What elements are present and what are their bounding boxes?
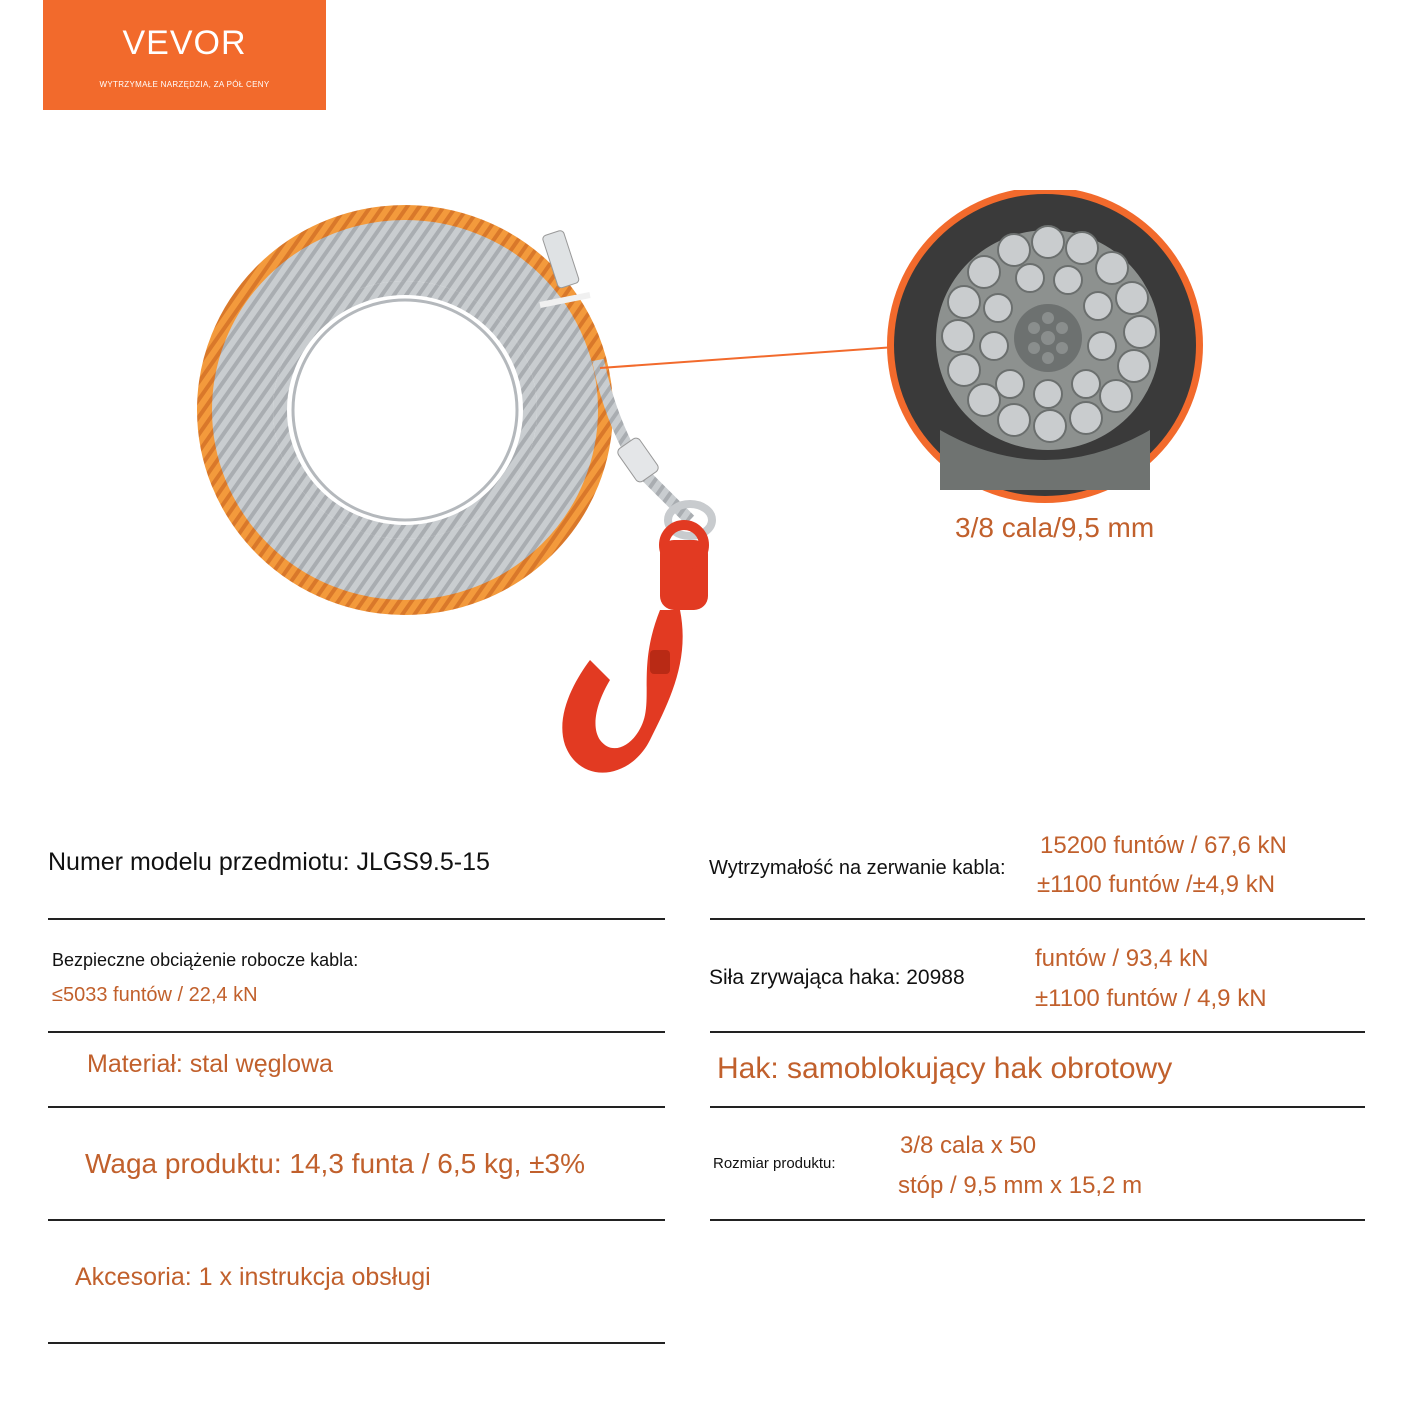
divider <box>710 1031 1365 1033</box>
spec-cable-break-value-2: ±1100 funtów /±4,9 kN <box>1037 871 1276 898</box>
spec-size-value-1: 3/8 cala x 50 <box>900 1132 1037 1159</box>
logo-slogan: WYTRZYMAŁE NARZĘDZIA, ZA PÓŁ CENY <box>99 80 270 89</box>
spec-hook-type: Hak: samoblokujący hak obrotowy <box>717 1052 1173 1085</box>
divider <box>710 918 1365 920</box>
vevor-logo <box>43 0 326 110</box>
spec-hook-break-label: Siła zrywająca haka: 20988 <box>709 966 965 989</box>
diameter-label: 3/8 cala/9,5 mm <box>955 512 1155 543</box>
logo-brand: VEVOR <box>122 24 247 62</box>
divider <box>710 1219 1365 1221</box>
swivel-hook-image <box>562 525 708 773</box>
spec-model-number: Numer modelu przedmiotu: JLGS9.5-15 <box>48 848 490 876</box>
spec-cable-break-label: Wytrzymałość na zerwanie kabla: <box>709 857 1006 879</box>
spec-weight: Waga produktu: 14,3 funta / 6,5 kg, ±3% <box>85 1148 585 1179</box>
cable-coil-image <box>0 150 880 810</box>
spec-hook-break-value-1: funtów / 93,4 kN <box>1035 945 1209 972</box>
divider <box>710 1106 1365 1108</box>
spec-cable-break-value-1: 15200 funtów / 67,6 kN <box>1040 832 1287 859</box>
cable-cross-section-image <box>880 190 1220 520</box>
spec-safe-load-value: ≤5033 funtów / 22,4 kN <box>52 984 258 1006</box>
spec-safe-load-label: Bezpieczne obciążenie robocze kabla: <box>52 950 359 970</box>
spec-hook-break-value-2: ±1100 funtów / 4,9 kN <box>1035 985 1267 1012</box>
divider <box>48 1031 665 1033</box>
divider <box>48 1342 665 1344</box>
divider <box>48 1219 665 1221</box>
divider <box>48 1106 665 1108</box>
spec-size-value-2: stóp / 9,5 mm x 15,2 m <box>898 1172 1143 1199</box>
divider <box>48 918 665 920</box>
spec-size-label: Rozmiar produktu: <box>713 1155 836 1172</box>
spec-accessories: Akcesoria: 1 x instrukcja obsługi <box>75 1263 431 1291</box>
spec-material: Materiał: stal węglowa <box>87 1050 333 1078</box>
